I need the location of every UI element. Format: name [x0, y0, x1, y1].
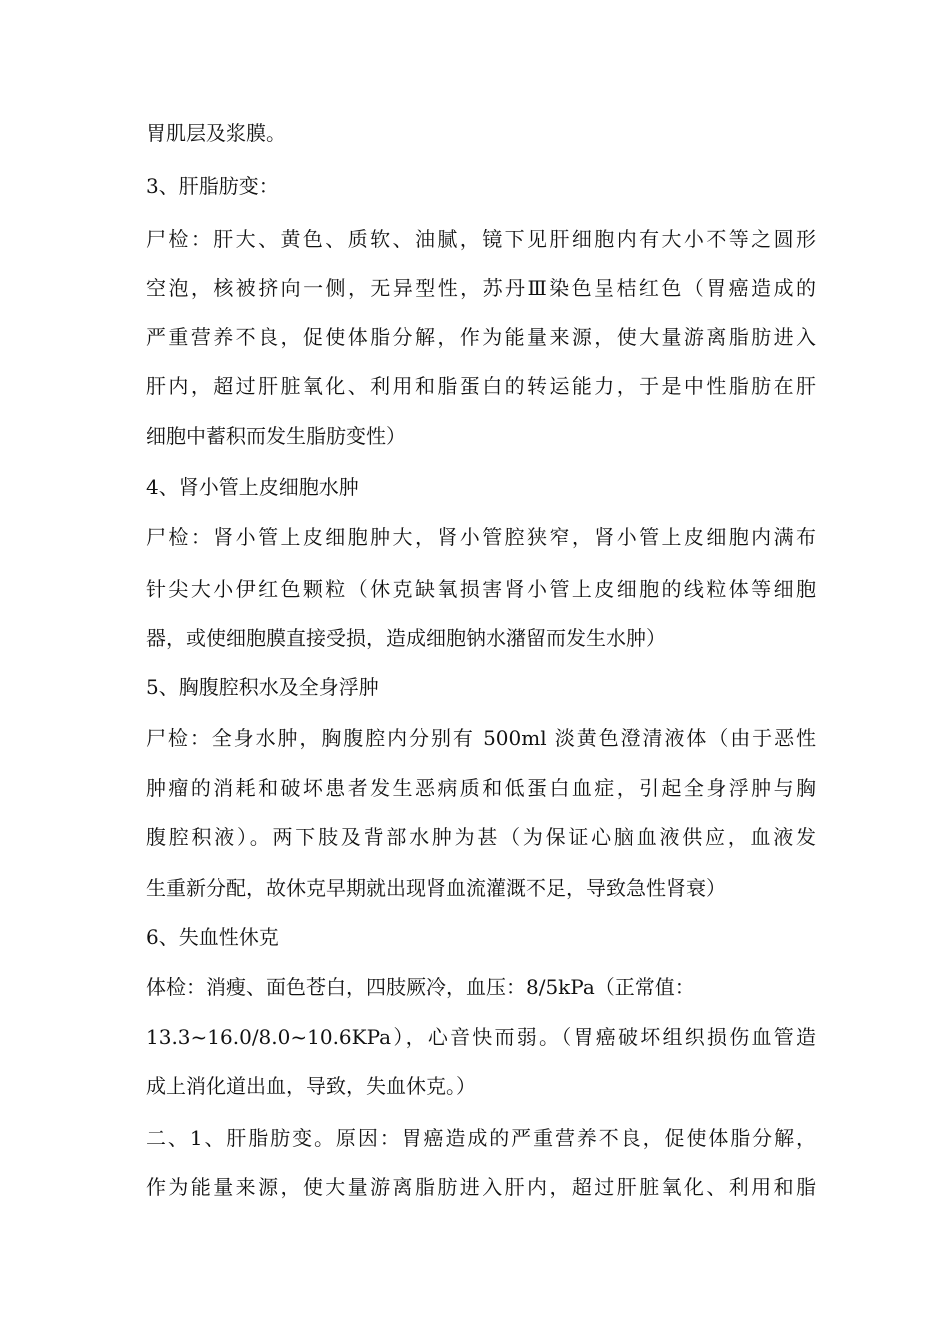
text-line: 13.3~16.0/8.0~10.6KPa），心音快而弱。（胃癌破坏组织损伤血管造	[146, 1025, 816, 1049]
text-line: 成上消化道出血，导致，失血休克。）	[146, 1074, 476, 1098]
text-line: 尸检：肝大、黄色、质软、油腻，镜下见肝细胞内有大小不等之圆形	[146, 227, 816, 251]
text-line: 作为能量来源，使大量游离脂肪进入肝内，超过肝脏氧化、利用和脂	[146, 1175, 816, 1199]
text-line: 细胞中蓄积而发生脂肪变性）	[146, 424, 406, 448]
text-line: 肝内，超过肝脏氧化、利用和脂蛋白的转运能力，于是中性脂肪在肝	[146, 374, 816, 398]
text-line: 腹腔积液）。两下肢及背部水肿为甚（为保证心脑血液供应，血液发	[146, 825, 816, 849]
text-line: 器，或使细胞膜直接受损，造成细胞钠水潴留而发生水肿）	[146, 626, 666, 650]
text-line: 体检：消瘦、面色苍白，四肢厥冷，血压：8/5kPa（正常值：	[146, 975, 695, 999]
section-heading: 5、胸腹腔积水及全身浮肿	[146, 675, 379, 699]
text-line: 严重营养不良，促使体脂分解，作为能量来源，使大量游离脂肪进入	[146, 325, 816, 349]
text-line: 针尖大小伊红色颗粒（休克缺氧损害肾小管上皮细胞的线粒体等细胞	[146, 577, 816, 601]
text-line: 肿瘤的消耗和破坏患者发生恶病质和低蛋白血症，引起全身浮肿与胸	[146, 776, 816, 800]
section-heading: 3、肝脂肪变：	[146, 174, 279, 198]
text-line: 尸检：全身水肿，胸腹腔内分别有 500ml 淡黄色澄清液体（由于恶性	[146, 726, 816, 750]
section-heading: 4、肾小管上皮细胞水肿	[146, 475, 359, 499]
text-line: 尸检：肾小管上皮细胞肿大，肾小管腔狭窄，肾小管上皮细胞内满布	[146, 525, 816, 549]
text-line: 二、1、肝脂肪变。原因：胃癌造成的严重营养不良，促使体脂分解，	[146, 1126, 816, 1150]
text-line: 空泡，核被挤向一侧，无异型性，苏丹Ⅲ染色呈桔红色（胃癌造成的	[146, 276, 816, 300]
section-heading: 6、失血性休克	[146, 925, 279, 949]
text-line: 生重新分配，故休克早期就出现肾血流灌溉不足，导致急性肾衰）	[146, 876, 726, 900]
text-line: 胃肌层及浆膜。	[146, 121, 286, 145]
